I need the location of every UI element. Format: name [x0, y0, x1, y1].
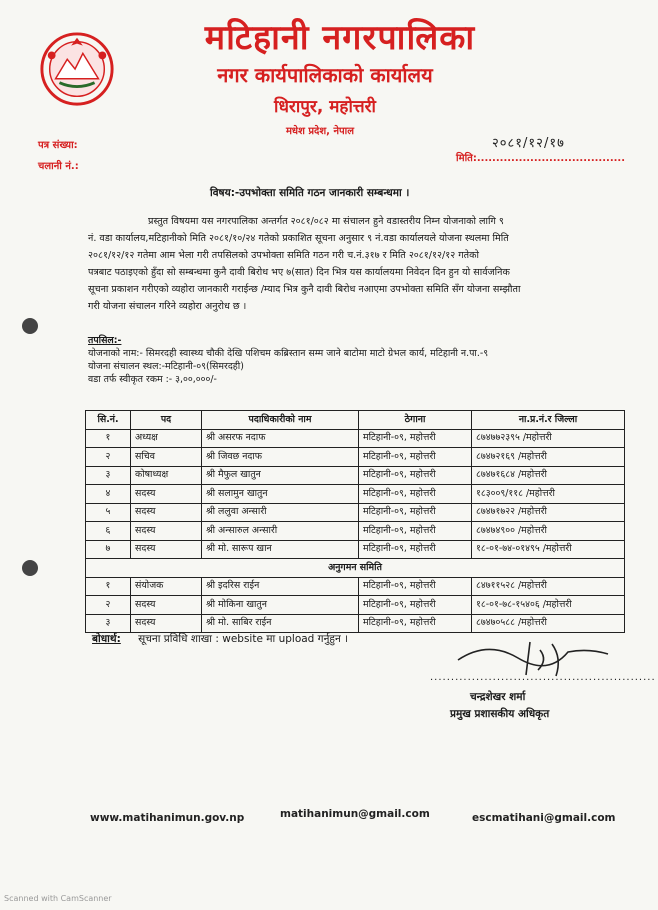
table-row	[86, 522, 625, 541]
cell-sn: ५	[86, 503, 131, 522]
cell-position: अध्यक्ष	[131, 429, 202, 448]
table-row	[86, 540, 625, 559]
cell-sn: ६	[86, 522, 131, 541]
table-row	[86, 577, 625, 596]
monitoring-committee-heading-row	[86, 559, 625, 578]
signatory-title: प्रमुख प्रशासकीय अधिकृत	[450, 708, 550, 720]
cell-name: श्री अन्सारुल अन्सारी	[202, 522, 359, 541]
date-label: मिति:.......................................	[456, 153, 626, 164]
table-row	[86, 485, 625, 504]
col-header-address: ठेगाना	[359, 411, 472, 430]
letter-number-label: पत्र संख्या:	[38, 140, 78, 151]
cell-sn: ३	[86, 614, 131, 633]
note-line	[92, 632, 348, 646]
details-block	[88, 334, 638, 386]
table-row	[86, 503, 625, 522]
office-location: धिरापुर, महोत्तरी	[274, 97, 376, 117]
table-row	[86, 596, 625, 615]
footer-email-1: matihanimun@gmail.com	[280, 808, 430, 820]
footer-website: www.matihanimun.gov.np	[90, 812, 245, 824]
dispatch-number-label: चलानी नं.:	[38, 161, 79, 172]
plan-site: योजना संचालन स्थल:-मटिहानी-०९(सिमरदही)	[88, 361, 244, 372]
cell-citizenship: ८७४७४९०० /महोत्तरी	[472, 522, 625, 541]
cell-citizenship: ८७४७१७२२ /महोत्तरी	[472, 503, 625, 522]
office-name: नगर कार्यपालिकाको कार्यालय	[217, 63, 433, 87]
subject-line: विषय:-उपभोक्ता समिति गठन जानकारी सम्बन्धमा ।	[210, 187, 410, 199]
cell-position: सदस्य	[131, 614, 202, 633]
body-line: २०८१/१२/१२ गतेमा आम भेला गरी तपसिलको उपभोक्ता समिति गठन गरी च.नं.३१७ र मिति २०८१/१२/१२ गतेको	[88, 250, 479, 261]
signature-dots: ......................................................	[430, 672, 656, 683]
nepal-emblem-logo	[38, 30, 116, 108]
cell-position: सदस्य	[131, 485, 202, 504]
cell-sn: २	[86, 448, 131, 467]
body-line: गरी योजना संचालन गरिने व्यहोरा अनुरोध छ ।	[88, 301, 247, 312]
body-line: नं. वडा कार्यालय,मटिहानीको मिति २०८१/१०/२४ गतेको प्रकाशित सूचना अनुसार ९ नं.वडा कार्यालयले योजना स्थलमा मिति	[88, 233, 509, 244]
body-paragraph	[88, 213, 638, 315]
table-row	[86, 429, 625, 448]
cell-position: सचिव	[131, 448, 202, 467]
cell-position: सदस्य	[131, 540, 202, 559]
cell-name: श्री सलामुन खातुन	[202, 485, 359, 504]
body-line: पत्रबाट पठाइएको हुँदा सो सम्बन्धमा कुनै दावी बिरोध भए ७(सात) दिन भित्र यस कार्यालयमा निवेदन दिन हुन यो सार्वजनिक	[88, 267, 510, 278]
cell-sn: १	[86, 577, 131, 596]
signatory-name: चन्द्रशेखर शर्मा	[470, 691, 526, 703]
table-row	[86, 448, 625, 467]
plan-name: योजनाको नाम:- सिमरदही स्वास्थ्य चौकी देखि पशिचम कब्रिस्तान सम्म जाने बाटोमा माटो ग्रेभल कार्य, मटिहानी न.पा.-९	[88, 348, 489, 359]
cell-sn: १	[86, 429, 131, 448]
cell-citizenship: ८७४७२१६९ /महोत्तरी	[472, 448, 625, 467]
table-header-row	[86, 411, 625, 430]
cell-citizenship: ८७४७७२३९५ /महोत्तरी	[472, 429, 625, 448]
cell-position: सदस्य	[131, 522, 202, 541]
cell-address: मटिहानी-०९, महोत्तरी	[359, 522, 472, 541]
cell-name: श्री इदरिस राईन	[202, 577, 359, 596]
cell-address: मटिहानी-०९, महोत्तरी	[359, 596, 472, 615]
cell-address: मटिहानी-०९, महोत्तरी	[359, 448, 472, 467]
approved-amount: वडा तर्फ स्वीकृत रकम :- ३,००,०००/-	[88, 374, 217, 385]
cell-name: श्री जिवछ नदाफ	[202, 448, 359, 467]
punch-hole	[22, 560, 38, 576]
cell-sn: ४	[86, 485, 131, 504]
cell-sn: ७	[86, 540, 131, 559]
cell-citizenship: १८-०१-७४-०१४९५ /महोत्तरी	[472, 540, 625, 559]
col-header-name: पदाधिकारीको नाम	[202, 411, 359, 430]
details-heading: तपसिल:-	[88, 335, 122, 346]
cell-name: श्री असरफ नदाफ	[202, 429, 359, 448]
handwritten-date: २०८१/१२/१७	[492, 136, 565, 151]
cell-address: मटिहानी-०९, महोत्तरी	[359, 429, 472, 448]
cell-address: मटिहानी-०९, महोत्तरी	[359, 614, 472, 633]
cell-address: मटिहानी-०९, महोत्तरी	[359, 503, 472, 522]
cell-name: श्री मो. सारूप खान	[202, 540, 359, 559]
note-label: बोधार्थ:	[92, 633, 121, 645]
province-label: मधेश प्रदेश, नेपाल	[285, 126, 355, 137]
punch-hole	[22, 318, 38, 334]
cell-citizenship: ८७४७१६८४ /महोत्तरी	[472, 466, 625, 485]
cell-position: सदस्य	[131, 503, 202, 522]
cell-address: मटिहानी-०९, महोत्तरी	[359, 540, 472, 559]
cell-citizenship: १८३००९/११८ /महोत्तरी	[472, 485, 625, 504]
monitoring-committee-heading: अनुगमन समिति	[86, 559, 625, 578]
cell-sn: ३	[86, 466, 131, 485]
cell-position: सदस्य	[131, 596, 202, 615]
cell-address: मटिहानी-०९, महोत्तरी	[359, 466, 472, 485]
body-line: प्रस्तुत विषयमा यस नगरपालिका अन्तर्गत २०८१/०८२ मा संचालन हुने वडास्तरीय निम्न योजनाको लागि ९	[148, 216, 504, 227]
col-header-citizenship: ना.प्र.नं.र जिल्ला	[472, 411, 625, 430]
cell-address: मटिहानी-०९, महोत्तरी	[359, 485, 472, 504]
committee-table	[85, 410, 625, 633]
body-line: सूचना प्रकाशन गरीएको व्यहोरा जानकारी गराईन्छ /म्याद भित्र कुनै दावी बिरोध नआएमा उपभोक्ता समिति सँग योजना सम्झौता	[88, 284, 521, 295]
camscanner-watermark: Scanned with CamScanner	[4, 894, 112, 903]
cell-sn: २	[86, 596, 131, 615]
cell-position: कोषाध्यक्ष	[131, 466, 202, 485]
cell-name: श्री मोकिना खातुन	[202, 596, 359, 615]
col-header-position: पद	[131, 411, 202, 430]
table-row	[86, 466, 625, 485]
cell-address: मटिहानी-०९, महोत्तरी	[359, 577, 472, 596]
cell-position: संयोजक	[131, 577, 202, 596]
note-text: सूचना प्रविधि शाखा : website मा upload गर्नुहुन ।	[138, 633, 349, 645]
municipality-name: मटिहानी नगरपालिका	[204, 18, 476, 58]
cell-name: श्री मो. साबिर राईन	[202, 614, 359, 633]
col-header-sn: सि.नं.	[86, 411, 131, 430]
cell-name: श्री ललुवा अन्सारी	[202, 503, 359, 522]
cell-name: श्री मैफुल खातुन	[202, 466, 359, 485]
cell-citizenship: ८७४७०५८८ /महोत्तरी	[472, 614, 625, 633]
footer-email-2: escmatihani@gmail.com	[472, 812, 616, 824]
cell-citizenship: ८४७११५२८ /महोत्तरी	[472, 577, 625, 596]
cell-citizenship: १८-०१-७८-१५४०६ /महोत्तरी	[472, 596, 625, 615]
